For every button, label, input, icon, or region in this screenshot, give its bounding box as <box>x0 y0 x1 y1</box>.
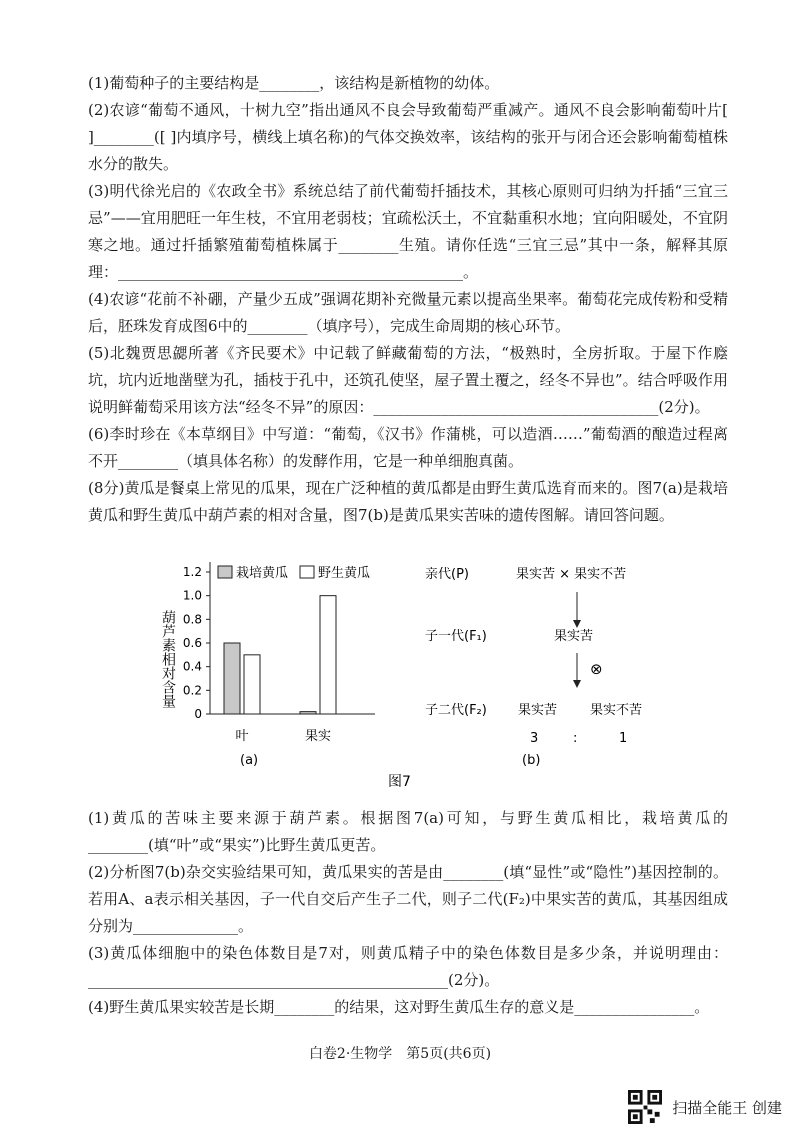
f2-not-bitter: 果实不苦 <box>590 703 643 718</box>
question-a4: (4)农谚“花前不补硼，产量少五成”强调花期补充微量元素以提高坐果率。葡萄花完成传粉和受精后，胚珠发育成图6中的________（填序号），完成生命周期的核心环节。 <box>88 290 728 335</box>
selfing-symbol: ⊗ <box>590 660 603 678</box>
question-a1: (1)葡萄种子的主要结构是________，该结构是新植物的幼体。 <box>88 74 500 92</box>
y-axis-label: 葫芦素相对含量 <box>160 610 176 708</box>
y-tick-label: 1.2 <box>182 565 202 579</box>
chart-sublabel: (a) <box>240 753 259 768</box>
watermark-text: 扫描全能王 创建 <box>672 1098 782 1117</box>
y-tick-label: 0.6 <box>182 636 202 650</box>
y-tick-label: 0 <box>194 707 202 721</box>
y-tick-label: 0.8 <box>182 612 202 627</box>
parent-label: 亲代(P) <box>425 567 469 582</box>
arrow-head-2 <box>573 680 581 688</box>
ratio-left: 3 <box>530 731 539 746</box>
figure-7 <box>150 548 710 788</box>
question-a3: (3)明代徐光启的《农政全书》系统总结了前代葡萄扦插技术，其核心原则可归纳为扦插“三宜三忌”——宜用肥旺一年生枝，不宜用老弱枝；宜疏松沃土，不宜黏重积水地；宜向阳暖处，不宜阴寒之地。通过扦插繁殖葡萄植株属于________生殖。请你任选“三宜三忌”其中一条，解释其原理：______________________________________________。 <box>88 182 728 281</box>
legend-swatch-cultivated <box>218 566 232 578</box>
figure-caption: 图7 <box>388 774 411 788</box>
question-a6: (6)李时珍在《本草纲目》中写道：“葡萄，《汉书》作蒲桃，可以造酒……”葡萄酒的酿造过程离不开________（填具体名称）的发酵作用，它是一种单细胞真菌。 <box>88 425 728 470</box>
question-a2: (2)农谚“葡萄不通风，十树九空”指出通风不良会导致葡萄严重减产。通风不良会影响葡萄叶片[ ]________([ ]内填序号，横线上填名称)的气体交换效率，该结构的张开与闭合还会影响葡萄植株水分的散失。 <box>88 101 728 173</box>
questions-part-b <box>88 805 728 1021</box>
question-b4: (4)野生黄瓜果实较苦是长期________的结果，这对野生黄瓜生存的意义是________________。 <box>88 998 710 1016</box>
ratio-separator: : <box>573 731 578 746</box>
parent-cross: 果实苦 × 果实不苦 <box>516 567 627 582</box>
scanner-watermark <box>628 1090 782 1124</box>
bar-chart-a <box>160 562 375 768</box>
f2-bitter: 果实苦 <box>518 703 558 718</box>
bar-wild-leaf <box>244 655 260 714</box>
ratio-right: 1 <box>619 731 628 746</box>
legend-label-wild: 野生黄瓜 <box>318 566 371 581</box>
question-b2: (2)分析图7(b)杂交实验结果可知，黄瓜果实的苦是由________(填“显性”或“隐性”)基因控制的。若用A、a表示相关基因，子一代自交后产生子二代，则子二代(F₂)中果实苦的黄瓜，其基因组成分别为______________。 <box>88 863 728 935</box>
page-footer: 白卷2·生物学 第5页(共6页) <box>308 1046 492 1062</box>
f1-value: 果实苦 <box>554 629 594 644</box>
questions-part-a <box>88 70 728 529</box>
arrow-head-1 <box>573 620 581 628</box>
y-tick-label: 1.0 <box>182 588 202 603</box>
legend-swatch-wild <box>300 566 314 578</box>
bar-cultivated-fruit <box>300 712 316 714</box>
cross-sublabel: (b) <box>522 753 541 768</box>
question-b3: (3)黄瓜体细胞中的染色体数目是7对，则黄瓜精子中的染色体数目是多少条，并说明理由：________________________________________________(2分)。 <box>88 944 728 989</box>
x-category-label: 果实 <box>304 729 332 744</box>
f2-label: 子二代(F₂) <box>425 703 487 718</box>
bar-cultivated-leaf <box>224 643 240 714</box>
cross-diagram-b <box>425 566 642 768</box>
bar-wild-fruit <box>320 596 336 714</box>
legend-label-cultivated: 栽培黄瓜 <box>236 566 289 581</box>
y-tick-label: 0.2 <box>182 683 202 698</box>
x-category-label: 叶 <box>235 729 249 744</box>
question-intro-cucumber: (8分)黄瓜是餐桌上常见的瓜果，现在广泛种植的黄瓜都是由野生黄瓜选育而来的。图7(a)是栽培黄瓜和野生黄瓜中葫芦素的相对含量，图7(b)是黄瓜果实苦味的遗传图解。请回答问题。 <box>88 479 728 524</box>
f1-label: 子一代(F₁) <box>425 629 487 644</box>
qr-code-icon <box>628 1090 662 1124</box>
question-b1: (1)黄瓜的苦味主要来源于葫芦素。根据图7(a)可知，与野生黄瓜相比，栽培黄瓜的________(填“叶”或“果实”)比野生黄瓜更苦。 <box>88 809 728 854</box>
question-a5: (5)北魏贾思勰所著《齐民要术》中记载了鲜藏葡萄的方法，“极熟时，全房折取。于屋下作廕坑，坑内近地凿壁为孔，插枝于孔中，还筑孔使坚，屋子置土覆之，经冬不异也”。结合呼吸作用说明鲜葡萄采用该方法“经冬不异”的原因：______________________________________(2分)。 <box>88 344 728 416</box>
y-tick-label: 0.4 <box>182 659 202 674</box>
